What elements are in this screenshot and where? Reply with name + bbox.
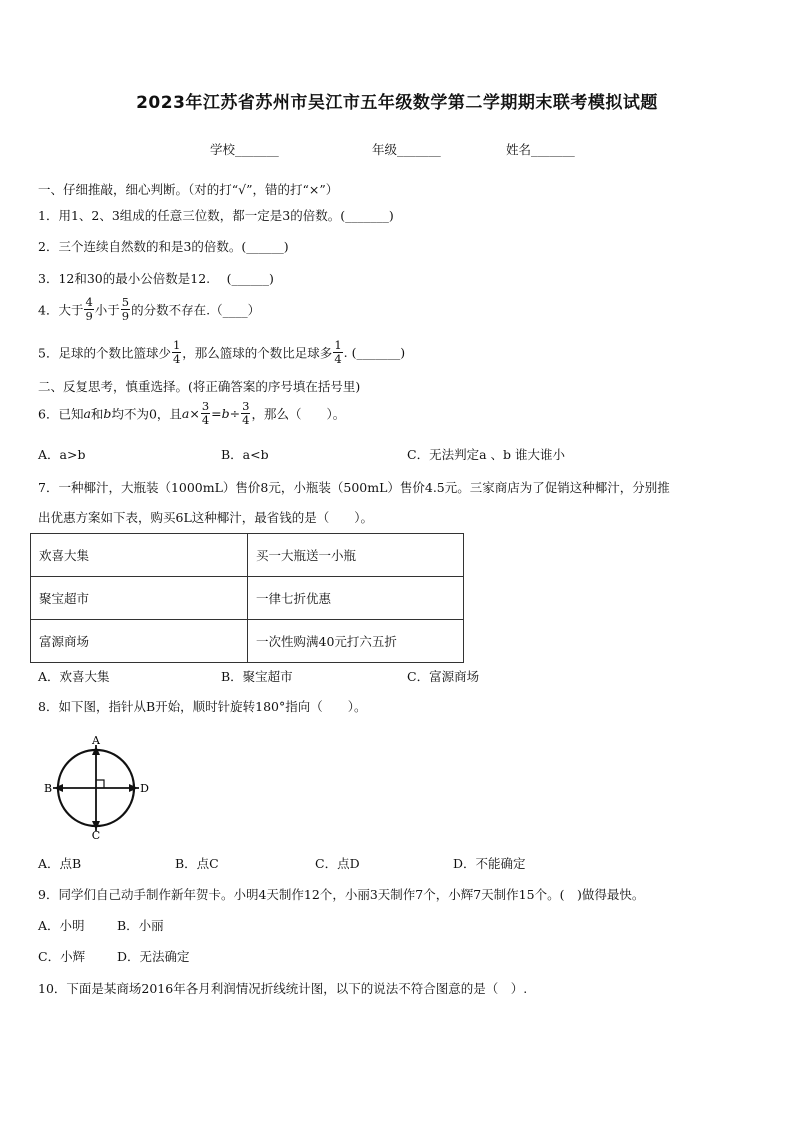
fraction: $\frac{5}{9}$ — [121, 295, 130, 323]
table-row — [31, 620, 464, 663]
table-row — [31, 534, 464, 577]
store-name: 欢喜大集 — [31, 534, 248, 577]
q6-expr-1: a× — [181, 406, 200, 421]
store-name: 富源商场 — [31, 620, 248, 663]
section1-heading: 一、仔细推敲，细心判断。（对的打“√”，错的打“×”） — [38, 182, 339, 197]
q9-option-a: A．小明 — [38, 918, 85, 933]
question-9: 9．同学们自己动手制作新年贺卡。小明4天制作12个，小丽3天制作7个，小辉7天制作15个。( )做得最快。 — [38, 887, 645, 902]
var-b: b — [103, 406, 112, 421]
q5-text-a: 5．足球的个数比篮球少 — [38, 345, 171, 361]
section2-heading: 二、反复思考，慎重选择。(将正确答案的序号填在括号里) — [38, 379, 361, 394]
q6-and: 和 — [90, 406, 104, 422]
question-7-line1: 7．一种椰汁，大瓶装（1000mL）售价8元，小瓶装（500mL）售价4.5元。三家商店为了促销这种椰汁，分别推 — [38, 480, 670, 495]
q6-option-c: C．无法判定a 、b 谁大谁小 — [407, 447, 565, 462]
question-7-line2: 出优惠方案如下表，购买6L这种椰汁，最省钱的是（ ）。 — [38, 510, 374, 525]
fraction: $\frac{1}{4}$ — [334, 338, 342, 366]
question-3: 3．12和30的最小公倍数是12. (______) — [38, 271, 274, 286]
q5-text-c: . (_______) — [343, 345, 406, 360]
q5-text-b: ，那么篮球的个数比足球多 — [182, 345, 333, 361]
question-4 — [38, 296, 260, 323]
promotion-table — [30, 533, 464, 663]
q6-option-a: A．a>b — [38, 447, 86, 462]
right-angle-mark — [96, 780, 104, 788]
q7-option-a: A．欢喜大集 — [38, 669, 110, 684]
table-row — [31, 577, 464, 620]
q8-option-d: D．不能确定 — [453, 856, 526, 871]
label-b: B — [44, 782, 53, 795]
label-d: D — [140, 782, 149, 795]
store-offer: 一次性购满40元打六五折 — [248, 620, 464, 663]
q8-option-a: A．点B — [38, 856, 82, 871]
label-c: C — [91, 829, 101, 840]
q7-option-c: C．富源商场 — [407, 669, 480, 684]
q6-option-b: B．a<b — [221, 447, 269, 462]
q4-text-c: 的分数不存在.（____） — [131, 302, 261, 318]
q9-option-b: B．小丽 — [117, 918, 164, 933]
fraction: $\frac{4}{9}$ — [85, 295, 93, 323]
q7-option-b: B．聚宝超市 — [221, 669, 293, 684]
name-field: 姓名_______ — [506, 142, 575, 157]
q9-option-c: C．小辉 — [38, 949, 86, 964]
page-title: 2023年江苏省苏州市吴江市五年级数学第二学期期末联考模拟试题 — [136, 93, 658, 113]
grade-field: 年级_______ — [372, 142, 441, 157]
q8-option-b: B．点C — [175, 856, 219, 871]
q6-text-a: 6．已知 — [38, 406, 84, 422]
question-8: 8．如下图，指针从B开始，顺时针旋转180°指向（ ）。 — [38, 699, 367, 714]
fraction: $\frac{3}{4}$ — [242, 399, 250, 427]
compass-diagram — [38, 735, 150, 840]
school-field: 学校_______ — [210, 142, 279, 157]
q4-text-a: 4．大于 — [38, 302, 84, 318]
question-1: 1．用1、2、3组成的任意三位数，都一定是3的倍数。(_______) — [38, 208, 394, 223]
var-a: a — [83, 406, 91, 421]
q6-expr-2: =b÷ — [211, 406, 241, 421]
question-6 — [38, 400, 345, 427]
question-10: 10．下面是某商场2016年各月利润情况折线统计图，以下的说法不符合图意的是（ ）. — [38, 981, 528, 996]
store-offer: 买一大瓶送一小瓶 — [248, 534, 464, 577]
q6-text-b: 均不为0，且 — [111, 406, 182, 422]
q8-option-c: C．点D — [315, 856, 360, 871]
store-offer: 一律七折优惠 — [248, 577, 464, 620]
question-2: 2．三个连续自然数的和是3的倍数。(______) — [38, 239, 289, 254]
q6-text-c: ，那么（ ）。 — [251, 406, 346, 422]
label-a: A — [92, 735, 100, 747]
q9-option-d: D．无法确定 — [117, 949, 190, 964]
fraction: $\frac{3}{4}$ — [201, 399, 210, 427]
q4-text-b: 小于 — [94, 302, 120, 318]
question-5 — [38, 339, 405, 366]
fraction: $\frac{1}{4}$ — [172, 338, 181, 366]
store-name: 聚宝超市 — [31, 577, 248, 620]
